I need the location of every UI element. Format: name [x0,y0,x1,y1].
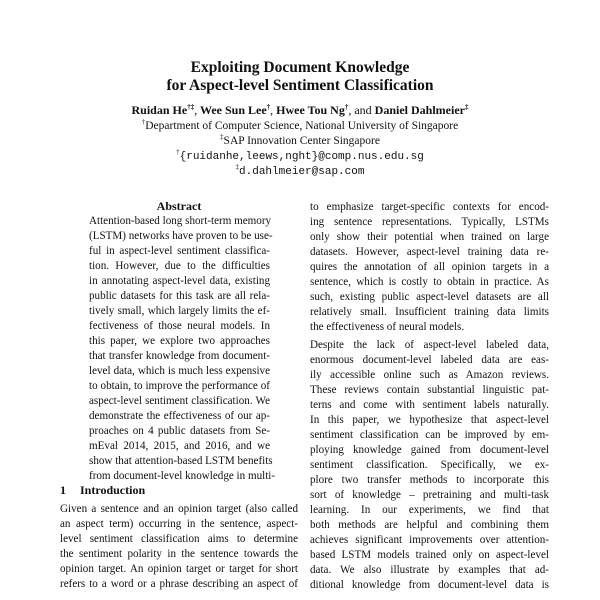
paper-title-line-2: for Aspect-level Sentiment Classification [166,77,434,94]
abstract-line: to obtain, to improve the performance of [89,380,270,392]
abstract-line: level data, which is much less expensive [89,365,270,377]
body-line: These reviews contain substantial linguistic pat- [310,384,549,396]
section-title: Introduction [80,483,146,497]
body-line: relatively small. Insufficient training data limits [310,306,549,318]
body-line: sentiment classification. Specifically, we ex- [310,459,549,471]
abstract-line: fectiveness of those neural models. In [89,320,270,332]
body-line: the sentiment polarity in the sentence towards the [60,548,298,560]
author-marks: †‡ [187,103,195,111]
affiliation-text: SAP Innovation Center Singapore [223,135,380,147]
abstract-line: Attention-based long short-term memory [89,215,272,227]
email [0,164,600,179]
author-marks: † [344,103,349,111]
abstract-line: tion. However, due to the difficulties [89,260,270,272]
author-name: Wee Sun Lee [199,103,267,117]
body-line: quires the annotation of all opinion targets in a [310,261,549,273]
body-line: sort of knowledge – pretraining and multi-task [310,489,549,501]
abstract-line: demonstrate the effectiveness of our ap- [89,410,270,422]
abstract-line: tively small, which largely limits the ef- [89,305,270,317]
email [0,149,600,164]
abstract-line: public datasets for this task are all rela- [89,290,270,302]
author-marks: † [266,103,271,111]
affiliation-mark: † [141,118,146,126]
body-line: level sentiment classification aims to determine [60,533,298,545]
abstract-line: this paper, we explore two approaches [89,335,270,347]
body-line: Despite the lack of aspect-level labeled data, [310,339,549,351]
body-line: enormous document-level labeled data are eas- [310,354,549,366]
abstract-line: show that attention-based LSTM benefits [89,455,273,467]
body-line: sentiment classification can be improved by em- [310,429,549,441]
body-line: ing sentence representations. Typically, LSTMs [310,216,549,228]
body-line: data. We also illustrate by examples that ad- [310,564,549,576]
body-line: ditional knowledge from document-level data is [310,579,549,591]
abstract-line: proaches on 4 public datasets from Se- [89,425,270,437]
author-marks: ‡ [465,103,469,111]
affiliation-text: Department of Computer Science, National University of Singapore [145,120,459,132]
body-line: ily accessible online such as Amazon reviews. [310,369,549,381]
paper-title-line-1: Exploiting Document Knowledge [190,59,410,76]
email-mark: ‡ [235,163,240,171]
body-line: achieves significant improvements over attention- [310,534,549,546]
abstract-line: that transfer knowledge from document- [89,350,270,362]
section-heading [60,483,145,497]
abstract-line: in annotating aspect-level data, existing [89,275,270,287]
body-line: an aspect term) occurring in the sentence, aspect- [60,518,298,530]
author-name: Daniel Dahlmeier [374,103,465,117]
abstract-line: from document-level knowledge in multi- [89,470,276,482]
abstract-heading: Abstract [156,199,202,213]
body-line: based LSTM models trained only on aspect-level [310,549,549,561]
email-text: {ruidanhe,leews,nght}@comp.nus.edu.sg [179,151,424,163]
affiliation [0,119,600,133]
affiliation [0,134,600,148]
author-separator: , [270,103,274,117]
body-line: learning. In our experiments, we find that [310,504,549,516]
body-line: In this paper, we hypothesize that aspect-level [310,414,549,426]
body-line: to emphasize target-specific contexts for encod- [310,201,549,213]
body-line: plore two transfer methods to incorporate this [310,474,549,486]
section-number: 1 [60,483,66,497]
email-text: d.dahlmeier@sap.com [239,166,365,178]
body-line: both methods are helpful and combining them [310,519,549,531]
author-name: Hwee Tou Ng [276,103,345,117]
body-line: terns and come with sentiment labels naturally. [310,399,549,411]
body-line: opinion target. An opinion target or target for short [60,563,298,575]
abstract-line: aspect-level sentiment classification. We [89,395,270,407]
body-line: Given a sentence and an opinion target (also called [60,503,298,515]
abstract-line: ful in aspect-level sentiment classifica- [89,245,270,257]
email-mark: † [176,148,180,156]
body-line: only show their potential when trained on large [310,231,549,243]
body-line: datasets. However, aspect-level training data re- [310,246,549,258]
affiliation-mark: ‡ [220,133,224,141]
body-line: ploying knowledge gained from document-level [310,444,549,456]
body-line: sentence, which is costly to obtain in practice. As [310,276,549,288]
body-line: such, existing public aspect-level datasets are all [310,291,549,303]
abstract-line: (LSTM) networks have proven to be use- [89,230,273,242]
author-separator: , and [348,103,372,117]
abstract-line: mEval 2014, 2015, and 2016, and we [89,440,270,452]
author-separator: , [194,103,198,117]
body-line: the effectiveness of neural models. [310,321,465,333]
body-line: refers to a word or a phrase describing an aspect of [60,578,298,590]
author-name: Ruidan He [131,103,188,117]
author-list [0,103,600,117]
